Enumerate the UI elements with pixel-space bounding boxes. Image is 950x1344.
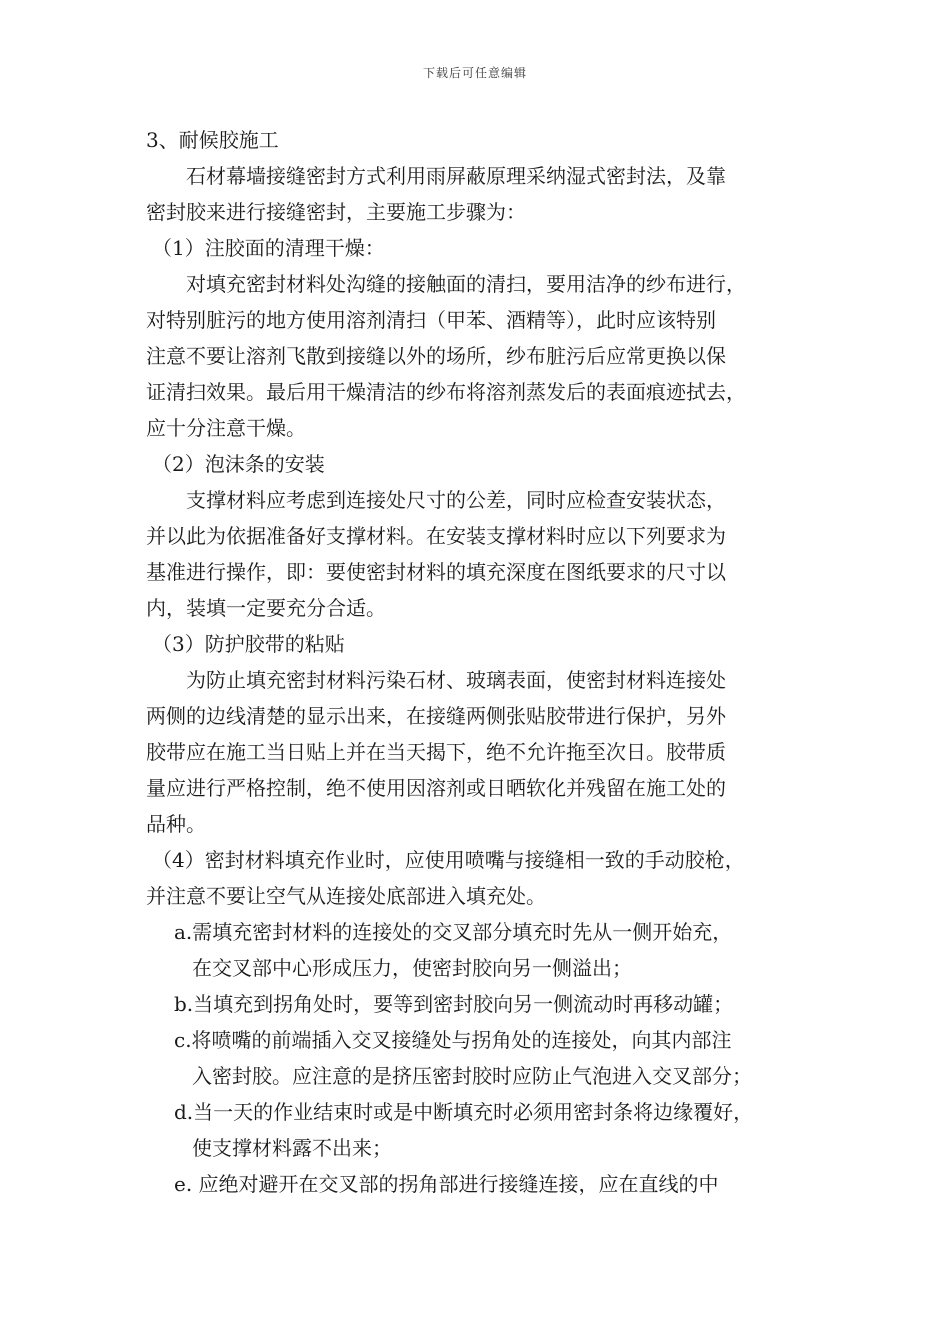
- list-item: b.当填充到拐角处时，要等到密封胶向另一侧流动时再移动罐；: [174, 992, 734, 1016]
- list-item-continuation: 入密封胶。应注意的是挤压密封胶时应防止气泡进入交叉部分；: [192, 1064, 752, 1088]
- list-item: d.当一天的作业结束时或是中断填充时必须用密封条将边缘覆好，: [174, 1100, 754, 1124]
- list-item: c.将喷嘴的前端插入交叉接缝处与拐角处的连接处，向其内部注: [174, 1028, 732, 1052]
- subsection-heading: （3）防护胶带的粘贴: [152, 632, 345, 656]
- list-item: a.需填充密封材料的连接处的交叉部分填充时先从一侧开始充，: [174, 920, 733, 944]
- list-item: e. 应绝对避开在交叉部的拐角部进行接缝连接，应在直线的中: [174, 1172, 719, 1196]
- paragraph-line: 量应进行严格控制，绝不使用因溶剂或日晒软化并残留在施工处的: [146, 776, 726, 800]
- paragraph-line: 并注意不要让空气从连接处底部进入填充处。: [146, 884, 546, 908]
- paragraph-line: 注意不要让溶剂飞散到接缝以外的场所，纱布脏污后应常更换以保: [146, 344, 726, 368]
- page-header: 下载后可任意编辑: [422, 66, 527, 80]
- paragraph-line: 证清扫效果。最后用干燥清洁的纱布将溶剂蒸发后的表面痕迹拭去，: [146, 380, 746, 404]
- document-body: [146, 122, 826, 1202]
- subsection-heading: （4）密封材料填充作业时，应使用喷嘴与接缝相一致的手动胶枪，: [152, 848, 745, 872]
- paragraph-line: 基准进行操作，即：要使密封材料的填充深度在图纸要求的尺寸以: [146, 560, 726, 584]
- paragraph-line: 胶带应在施工当日贴上并在当天揭下，绝不允许拖至次日。胶带质: [146, 740, 726, 764]
- paragraph-line: 密封胶来进行接缝密封，主要施工步骤为：: [146, 200, 526, 224]
- subsection-heading: （2）泡沫条的安装: [152, 452, 325, 476]
- paragraph-line: 两侧的边线清楚的显示出来，在接缝两侧张贴胶带进行保护，另外: [146, 704, 726, 728]
- paragraph-line: 并以此为依据准备好支撑材料。在安装支撑材料时应以下列要求为: [146, 524, 726, 548]
- paragraph-line: 品种。: [146, 812, 206, 836]
- paragraph-line: 应十分注意干燥。: [146, 416, 306, 440]
- paragraph-line: 石材幕墙接缝密封方式利用雨屏蔽原理采纳湿式密封法，及靠: [186, 164, 726, 188]
- paragraph-line: 对填充密封材料处沟缝的接触面的清扫，要用洁净的纱布进行，: [186, 272, 746, 296]
- list-item-continuation: 使支撑材料露不出来；: [192, 1136, 392, 1160]
- subsection-heading: （1）注胶面的清理干燥：: [152, 236, 385, 260]
- section-heading: 3、耐候胶施工: [146, 128, 279, 152]
- paragraph-line: 支撑材料应考虑到连接处尺寸的公差，同时应检查安装状态，: [186, 488, 726, 512]
- paragraph-line: 为防止填充密封材料污染石材、玻璃表面，使密封材料连接处: [186, 668, 726, 692]
- paragraph-line: 对特别脏污的地方使用溶剂清扫（甲苯、酒精等），此时应该特别: [146, 308, 716, 332]
- paragraph-line: 内，装填一定要充分合适。: [146, 596, 386, 620]
- list-item-continuation: 在交叉部中心形成压力，使密封胶向另一侧溢出；: [192, 956, 632, 980]
